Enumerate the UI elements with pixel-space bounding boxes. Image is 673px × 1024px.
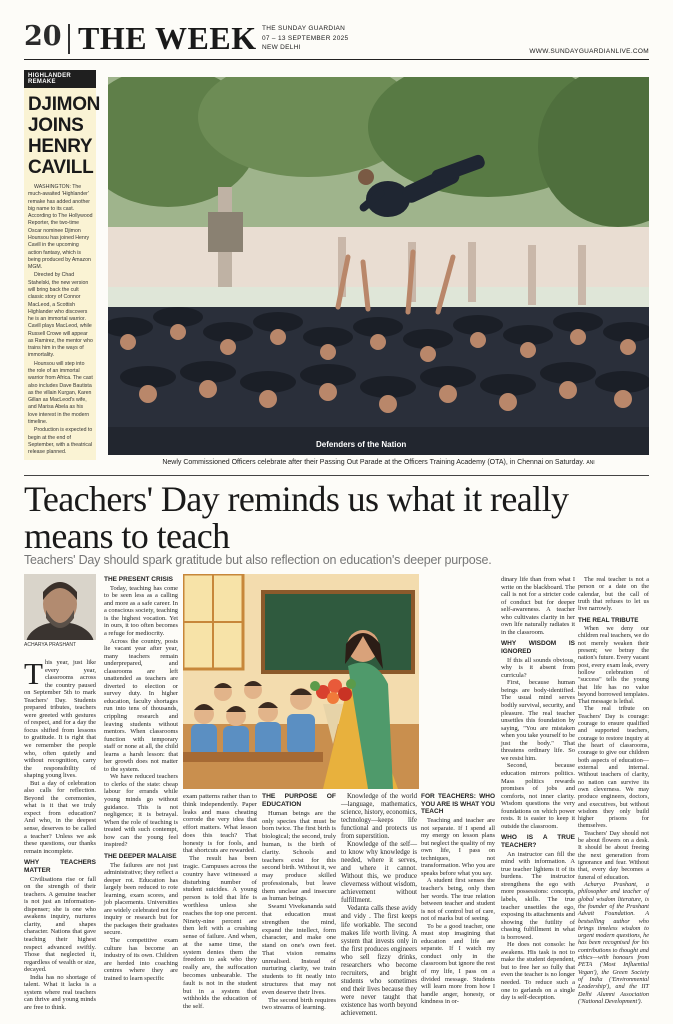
section-title: THE WEEK <box>78 20 257 56</box>
article-paragraph: When we deny our children real teachers, we do not merely weaken their present; we betray the nation's future. Every vacant post, every exam leak, every hollow celebration of "success" tells the young that life has no value beyond borrowed templates. That message is lethal. <box>578 625 649 706</box>
sidebar-paragraph: WASHINGTON: The much-awaited 'Highlander' remake has added another big name to its cast. According to The Hollywood Reporter, the two-time Oscar nominee Djimon Hounsou has joined Henry Cavill in the upcoming action fantasy, which is being produced by Amazon MGM. <box>28 184 93 271</box>
article-paragraph: A student first senses the teacher's being, only then her words. The true relation between teacher and student is not of control but of care, not of marks but of seeing. <box>421 877 495 923</box>
sidebar-title-line: JOINS <box>28 115 84 136</box>
caption-text: Newly Commissioned Officers celebrate after their Passing Out Parade at the Officers Training Academy (OTA), in Chennai on Saturday. <box>162 459 585 466</box>
article-paragraph: An instructor can fill the mind with information. A true teacher lightens it of its burdens. The instructor strengthens the ego with more possessions: concepts, labels, skills. The true teacher unsettles the ego, exposing its attachments and showing the futility of chasing fulfillment in what is borrowed. <box>501 850 575 941</box>
subheading: THE PURPOSE OF EDUCATION <box>262 793 336 808</box>
article-paragraph: Human beings are the only species that must be born twice. The first birth is biological; the second, truly human, is the birth of clarity. Schools and teachers exist for this second birth. Without it, we may produce skilled professionals, but leave them unclear and insecure as human beings. <box>262 809 336 903</box>
article-paragraph: Today, teaching has come to be seen less as a calling and more as a safe career. In a conscious society, teaching is the highest vocation. Yet in ours, it too often becomes a refuge for mediocrity. <box>104 584 178 637</box>
page-number: 20 <box>24 21 62 52</box>
headline-line: Teachers' Day reminds us what it really <box>24 479 569 519</box>
sidebar-title-line: HENRY <box>28 136 93 157</box>
article-paragraph: India has no shortage of talent. What it lacks is a system where real teachers can thrive and young minds are free to think. <box>24 973 96 1011</box>
author-image <box>24 574 96 640</box>
article-column-5 <box>341 793 417 1018</box>
article-paragraph: Vedanta calls these avidy and vidy . The first keeps life workable. The second makes life worth living. A system that invests only in the first produces engineers who sell fizzy drinks, researchers who become recruiters, and bright students who sometimes end their lives because they were never taught that existence has worth beyond achievement. <box>341 905 417 1017</box>
article-paragraph: The failures are not just administrative; they reflect a deeper rot. Education has largely been reduced to rote learning, exam scores, and job placements. Universities are widely celebrated not for inquiry or research but for the packages their graduates secure. <box>104 861 178 937</box>
article-paragraph: Knowledge of the self—to know why knowledge is needed, where it serves, and where it cannot. Without this, we produce cleverness without wisdom, achievement without fulfillment. <box>341 841 417 905</box>
article-column-1 <box>24 656 96 1011</box>
article-paragraph: Swami Vivekananda said that education must strengthen the mind, expand the intellect, form character, and make one stand on one's own feet. That vision remains unrealised. Instead of nurturing clarity, we train students to fit neatly into structures that may not even deserve their lives. <box>262 903 336 996</box>
lead-paragraph <box>24 656 96 780</box>
article-paragraph: To be a good teacher, one must stop imagining that education and life are separate. If I watch my conduct only in the classroom but ignore the rest of my life, I pass on a divided message. Students will learn more from how I handle anger, honesty, or kindness in or- <box>421 922 495 1006</box>
article-paragraph: Second, because education mirrors politics. Mass politics rewards promises of jobs and comforts, not inner clarity. Wisdom questions the very foundations on which power rests. It is easier to keep it outside the classroom. <box>501 762 575 830</box>
sidebar-body <box>24 184 96 456</box>
photo-overlay-title: Defenders of the Nation <box>316 440 407 449</box>
author-portrait <box>24 574 96 640</box>
article-paragraph: The result has been tragic. Campuses across the country have witnessed a disturbing number of student suicides. A young person is told that life is worthless unless she reaches the top one percent. Ninety-nine percent are then left with a crushing sense of failure. And when, at the same time, the system denies them the freedom to ask who they really are, the suffocation becomes unbearable. The fault is not in the student but in a system that withholds the education of the self. <box>183 855 257 1011</box>
article-paragraph: The real tribute on Teachers' Day is courage: courage to ensure qualified and supported teachers, courage to restore inquiry at the heart of classrooms, courage to give our children both aspects of education—external and internal. Without teachers of clarity, no nation can survive its own cleverness. We may produce engineers, doctors, and executives, but without wisdom they only build higher prisons for themselves. <box>578 705 649 830</box>
headline-line: means to teach <box>24 516 230 556</box>
article-column-6 <box>421 793 495 1006</box>
website-link[interactable]: WWW.SUNDAYGUARDIANLIVE.COM <box>529 48 649 55</box>
sidebar-tag: HIGHLANDER REMAKE <box>24 70 96 88</box>
subheading: THE REAL TRIBUTE <box>578 616 639 624</box>
sidebar-brief <box>24 70 101 460</box>
masthead <box>24 18 649 58</box>
article-paragraph: Teachers' Day should not be about flowers on a desk. It should be about freeing the next generation from ignorance and fear. Without that, every day becomes a funeral of education. <box>578 829 649 881</box>
article-column-8 <box>578 576 649 1005</box>
subheading: THE DEEPER MALAISE <box>104 852 177 860</box>
article-paragraph: Knowledge of the world—language, mathematics, science, history, economics, technology—keeps life functional and protects us from superstition. <box>341 793 418 841</box>
article-paragraph: But a day of celebration also calls for reflection. Beyond the ceremonies, what is it that we truly expect from education? And who, in the deepest sense, deserves to be called a teacher? Unless we ask these questions, our thanks remain incomplete. <box>24 779 96 855</box>
subheading: WHY WISDOM IS IGNORED <box>501 640 575 656</box>
article-column-2 <box>104 576 178 982</box>
photo-caption <box>108 459 649 466</box>
article-paragraph: The real teacher is not a person or a date on the calendar, but the call of truth that refuses to let us live narrowly. <box>578 576 649 613</box>
sidebar-paragraph: Production is expected to begin at the end of September, with a theatrical release planned. <box>28 427 93 456</box>
city: NEW DELHI <box>262 44 301 51</box>
sidebar-title-line: DJIMON <box>28 94 101 115</box>
article-paragraph: The competitive exam culture has become an industry of its own. Children are herded into coaching centres where they are trained to learn specific <box>104 936 178 982</box>
section-rule <box>24 475 649 476</box>
article-paragraph: We have reduced teachers to clerks of the state: cheap labour for errands while young minds go without guidance. This is not negligence; it is betrayal. When the role of teaching is treated with such contempt, how can the young feel inspired? <box>104 773 178 849</box>
article-paragraph: He does not console: he awakens. His task is not to make the student dependent, but to free her so fully that even the teacher is no longer needed. To reduce such a one to garlands on a single day is self-deception. <box>501 941 575 1002</box>
masthead-divider <box>68 24 70 54</box>
article-paragraph: exam patterns rather than to think independently. Paper leaks and mass cheating corrode the very idea that effort matters. What lesson does this teach? That honesty is for fools, and that shortcuts are rewarded. <box>183 793 257 855</box>
article-paragraph: Across the country, posts lie vacant year after year, many teachers remain underprepared, and classrooms are left unattended as teachers are diverted to election or survey duty. In higher education, faculty shortages run into tens of thousands, crippling research and leaving students without mentors. When classrooms function with temporary staff or none at all, the child learns a harsh lesson: that her growth does not matter to the system. <box>104 637 178 773</box>
masthead-meta <box>262 24 348 53</box>
lead-photo <box>108 77 649 455</box>
photo-credit: ANI <box>586 460 595 466</box>
article-paragraph: The second birth requires two streams of learning. <box>262 996 336 1012</box>
classroom-illustration <box>183 574 419 789</box>
subheading: WHY TEACHERS MATTER <box>24 859 96 874</box>
article-headline <box>24 481 649 555</box>
sidebar-paragraph: Directed by Chad Stahelski, the new version will bring back the cult classic story of Connor MacLeod, a Scottish Highlander who discovers he is an immortal warrior. Cavill plays MacLeod, while Russell Crowe will appear as Ramirez, the mentor who trains him in the ways of immortality. <box>28 272 93 359</box>
officers-celebration-image <box>108 77 649 455</box>
article-column-4 <box>262 793 336 1012</box>
subheading: WHO IS A TRUE TEACHER? <box>501 834 575 850</box>
article-column-7 <box>501 576 575 1002</box>
masthead-rule <box>24 59 649 60</box>
drop-cap: T <box>24 656 43 691</box>
sidebar-title <box>24 88 101 184</box>
subheading: FOR TEACHERS: WHO YOU ARE IS WHAT YOU TEACH <box>421 793 495 816</box>
issue-date: 07 – 13 SEPTEMBER 2025 <box>262 34 349 42</box>
article-paragraph: Civilisations rise or fall on the strength of their teachers. A genuine teacher is not just an information-dispenser; she is one who awakens inquiry, nurtures clarity, and shapes character. Nations that gave teaching their highest respect advanced swiftly. Those that neglected it, regardless of wealth or size, decayed. <box>24 875 96 974</box>
article-paragraph: First, because human beings are body-identified. The usual mind serves bodily survival, security, and pleasure. The real teacher unsettles this foundation by saying, "You are mistaken when you take yourself to be just the body." That threatens ordinary life. So we resist him. <box>501 679 576 762</box>
sidebar-paragraph: Hounsou will step into the role of an immortal warrior from Africa. The cast also includes Dave Bautista as the villain Kurgan, Karen Gillan as MacLeod's wife, and Marisa Abela as his love interest in the modern timeline. <box>28 360 93 425</box>
article-paragraph: dinary life than from what I write on the blackboard. The call is not for a stricter code of conduct but for deeper self-awareness. A teacher who cultivates clarity in her own life naturally radiates it in the classroom. <box>501 576 575 636</box>
article-column-3 <box>183 793 257 1011</box>
author-name: ACHARYA PRASHANT <box>24 642 77 648</box>
teacher-students-image <box>183 574 419 789</box>
article-standfirst: Teachers' Day should spark gratitude but also reflection on education's deeper purpose. <box>24 553 492 567</box>
article-paragraph: Teaching and teacher are not separate. If I spend all my energy on lesson plans but neglect the quality of my own life, I pass on techniques, not transformation. Who you are speaks before what you say. <box>421 817 495 877</box>
lead-text: his year, just like every year, classrooms across the country paused on September 5th to mark Teachers' Day. Students prepared tributes, teachers were greeted with gestures of respect, and for a day the focus shifted from lessons to gratitude. It is right that we remember the people who, often quietly and without recognition, carry the responsibility of shaping young lives. <box>24 659 96 780</box>
author-bio: Acharya Prashant, a philosopher and teacher of global wisdom literature, is the founder of the Prashant Advait Foundation. A bestselling author who brings timeless wisdom to urgent modern questions, he has been recognised for his contributions to thought and ethics—with honours from PETA ('Most Influential Vegan'), the Green Society of India ('Environmental Leadership'), and the IIT Delhi Alumni Association ('National Development'). <box>578 880 649 1005</box>
sidebar-title-line: CAVILL <box>28 157 94 178</box>
subheading: THE PRESENT CRISIS <box>104 576 173 583</box>
paper-name: THE SUNDAY GUARDIAN <box>262 25 346 32</box>
article-paragraph: If this all sounds obvious, why is it absent from curricula? <box>501 656 575 679</box>
